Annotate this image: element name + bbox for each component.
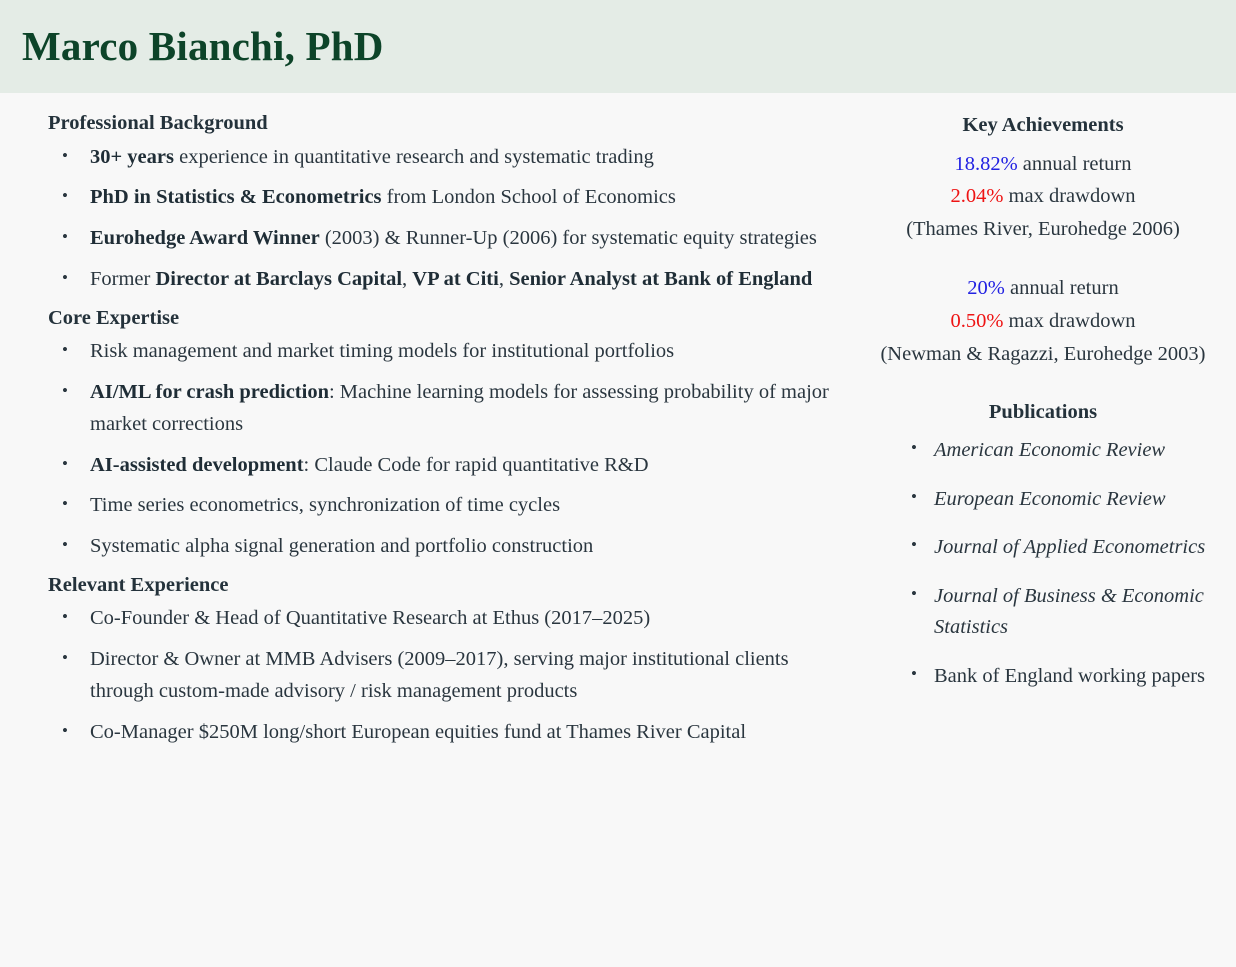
publication-item: • Journal of Applied Econometrics (908, 532, 1218, 563)
publications-list (868, 435, 1218, 692)
list-item (48, 377, 840, 441)
sidebar-column (858, 99, 1236, 709)
emphasis-text: Eurohedge Award Winner (90, 227, 320, 250)
body-text: Systematic alpha signal generation and portfolio construction (90, 535, 594, 558)
emphasis-text: Senior Analyst at Bank of England (509, 267, 813, 290)
document-body (0, 93, 1236, 758)
max-drawdown-label: max drawdown (1003, 185, 1136, 208)
body-text: Former (90, 267, 156, 290)
emphasis-text: PhD in Statistics & Econometrics (90, 186, 382, 209)
achievement-block (868, 148, 1218, 246)
list-item (48, 717, 840, 749)
annual-return-label: annual return (1004, 276, 1119, 299)
list-item (48, 531, 840, 563)
list-item (48, 450, 840, 482)
key-achievements-heading: Key Achievements (962, 114, 1124, 136)
emphasis-text: AI-assisted development (90, 453, 304, 476)
section-bullet-list (48, 603, 840, 748)
list-item (48, 490, 840, 522)
emphasis-text: 30+ years (90, 145, 174, 168)
annual-return-line (868, 148, 1218, 181)
section-heading: Relevant Experience (48, 573, 229, 596)
body-text: Director & Owner at MMB Advisers (2009–2017), serving major institutional clients through custom-made advisory / risk management products (90, 648, 789, 702)
max-drawdown-value: 2.04% (950, 185, 1004, 208)
body-text: , (402, 267, 413, 290)
body-text: experience in quantitative research and systematic trading (173, 145, 654, 168)
achievement-block (868, 272, 1218, 370)
section-heading: Core Expertise (48, 306, 180, 329)
max-drawdown-line (868, 180, 1218, 213)
body-text: from London School of Economics (381, 186, 676, 209)
body-text: Risk management and market timing models for institutional portfolios (90, 340, 675, 363)
body-text: : Claude Code for rapid quantitative R&D (303, 453, 649, 476)
list-item (48, 336, 840, 368)
section-bullet-list (48, 336, 840, 563)
body-text: Co-Manager $250M long/short European equities fund at Thames River Capital (90, 720, 747, 743)
section-heading: Professional Background (48, 112, 268, 134)
emphasis-text: VP at Citi (412, 267, 499, 290)
publication-item: • Bank of England working papers (908, 661, 1218, 692)
body-text: , (498, 267, 510, 290)
emphasis-text: AI/ML for crash prediction (90, 381, 329, 404)
list-item (48, 142, 840, 174)
publication-item: • American Economic Review (908, 435, 1218, 466)
annual-return-value: 20% (967, 276, 1005, 299)
achievement-source: (Newman & Ragazzi, Eurohedge 2003) (880, 342, 1206, 365)
emphasis-text: Director at Barclays Capital (155, 267, 403, 290)
publication-item: • European Economic Review (908, 484, 1218, 515)
document-header-band (0, 0, 1236, 93)
max-drawdown-value: 0.50% (950, 309, 1004, 332)
annual-return-label: annual return (1017, 152, 1132, 175)
page-title: Marco Bianchi, PhD (22, 22, 384, 69)
publication-item: • Journal of Business & Economic Statistics (908, 581, 1218, 643)
list-item (48, 644, 840, 708)
body-text: Time series econometrics, synchronization of time cycles (90, 494, 561, 517)
publications-heading: Publications (988, 401, 1098, 424)
achievement-source: (Thames River, Eurohedge 2006) (906, 218, 1180, 241)
list-item (48, 223, 840, 255)
body-text: : Machine learning models for assessing probability of major market corrections (90, 381, 829, 435)
body-text: Co-Founder & Head of Quantitative Research at Ethus (2017–2025) (90, 607, 651, 630)
main-column (0, 99, 858, 758)
list-item (48, 264, 840, 296)
body-text: (2003) & Runner-Up (2006) for systematic equity strategies (319, 227, 817, 250)
list-item (48, 603, 840, 635)
section-bullet-list (48, 142, 840, 296)
list-item (48, 182, 840, 214)
max-drawdown-label: max drawdown (1003, 309, 1136, 332)
annual-return-value: 18.82% (954, 152, 1018, 175)
annual-return-line (868, 272, 1218, 305)
max-drawdown-line (868, 305, 1218, 338)
